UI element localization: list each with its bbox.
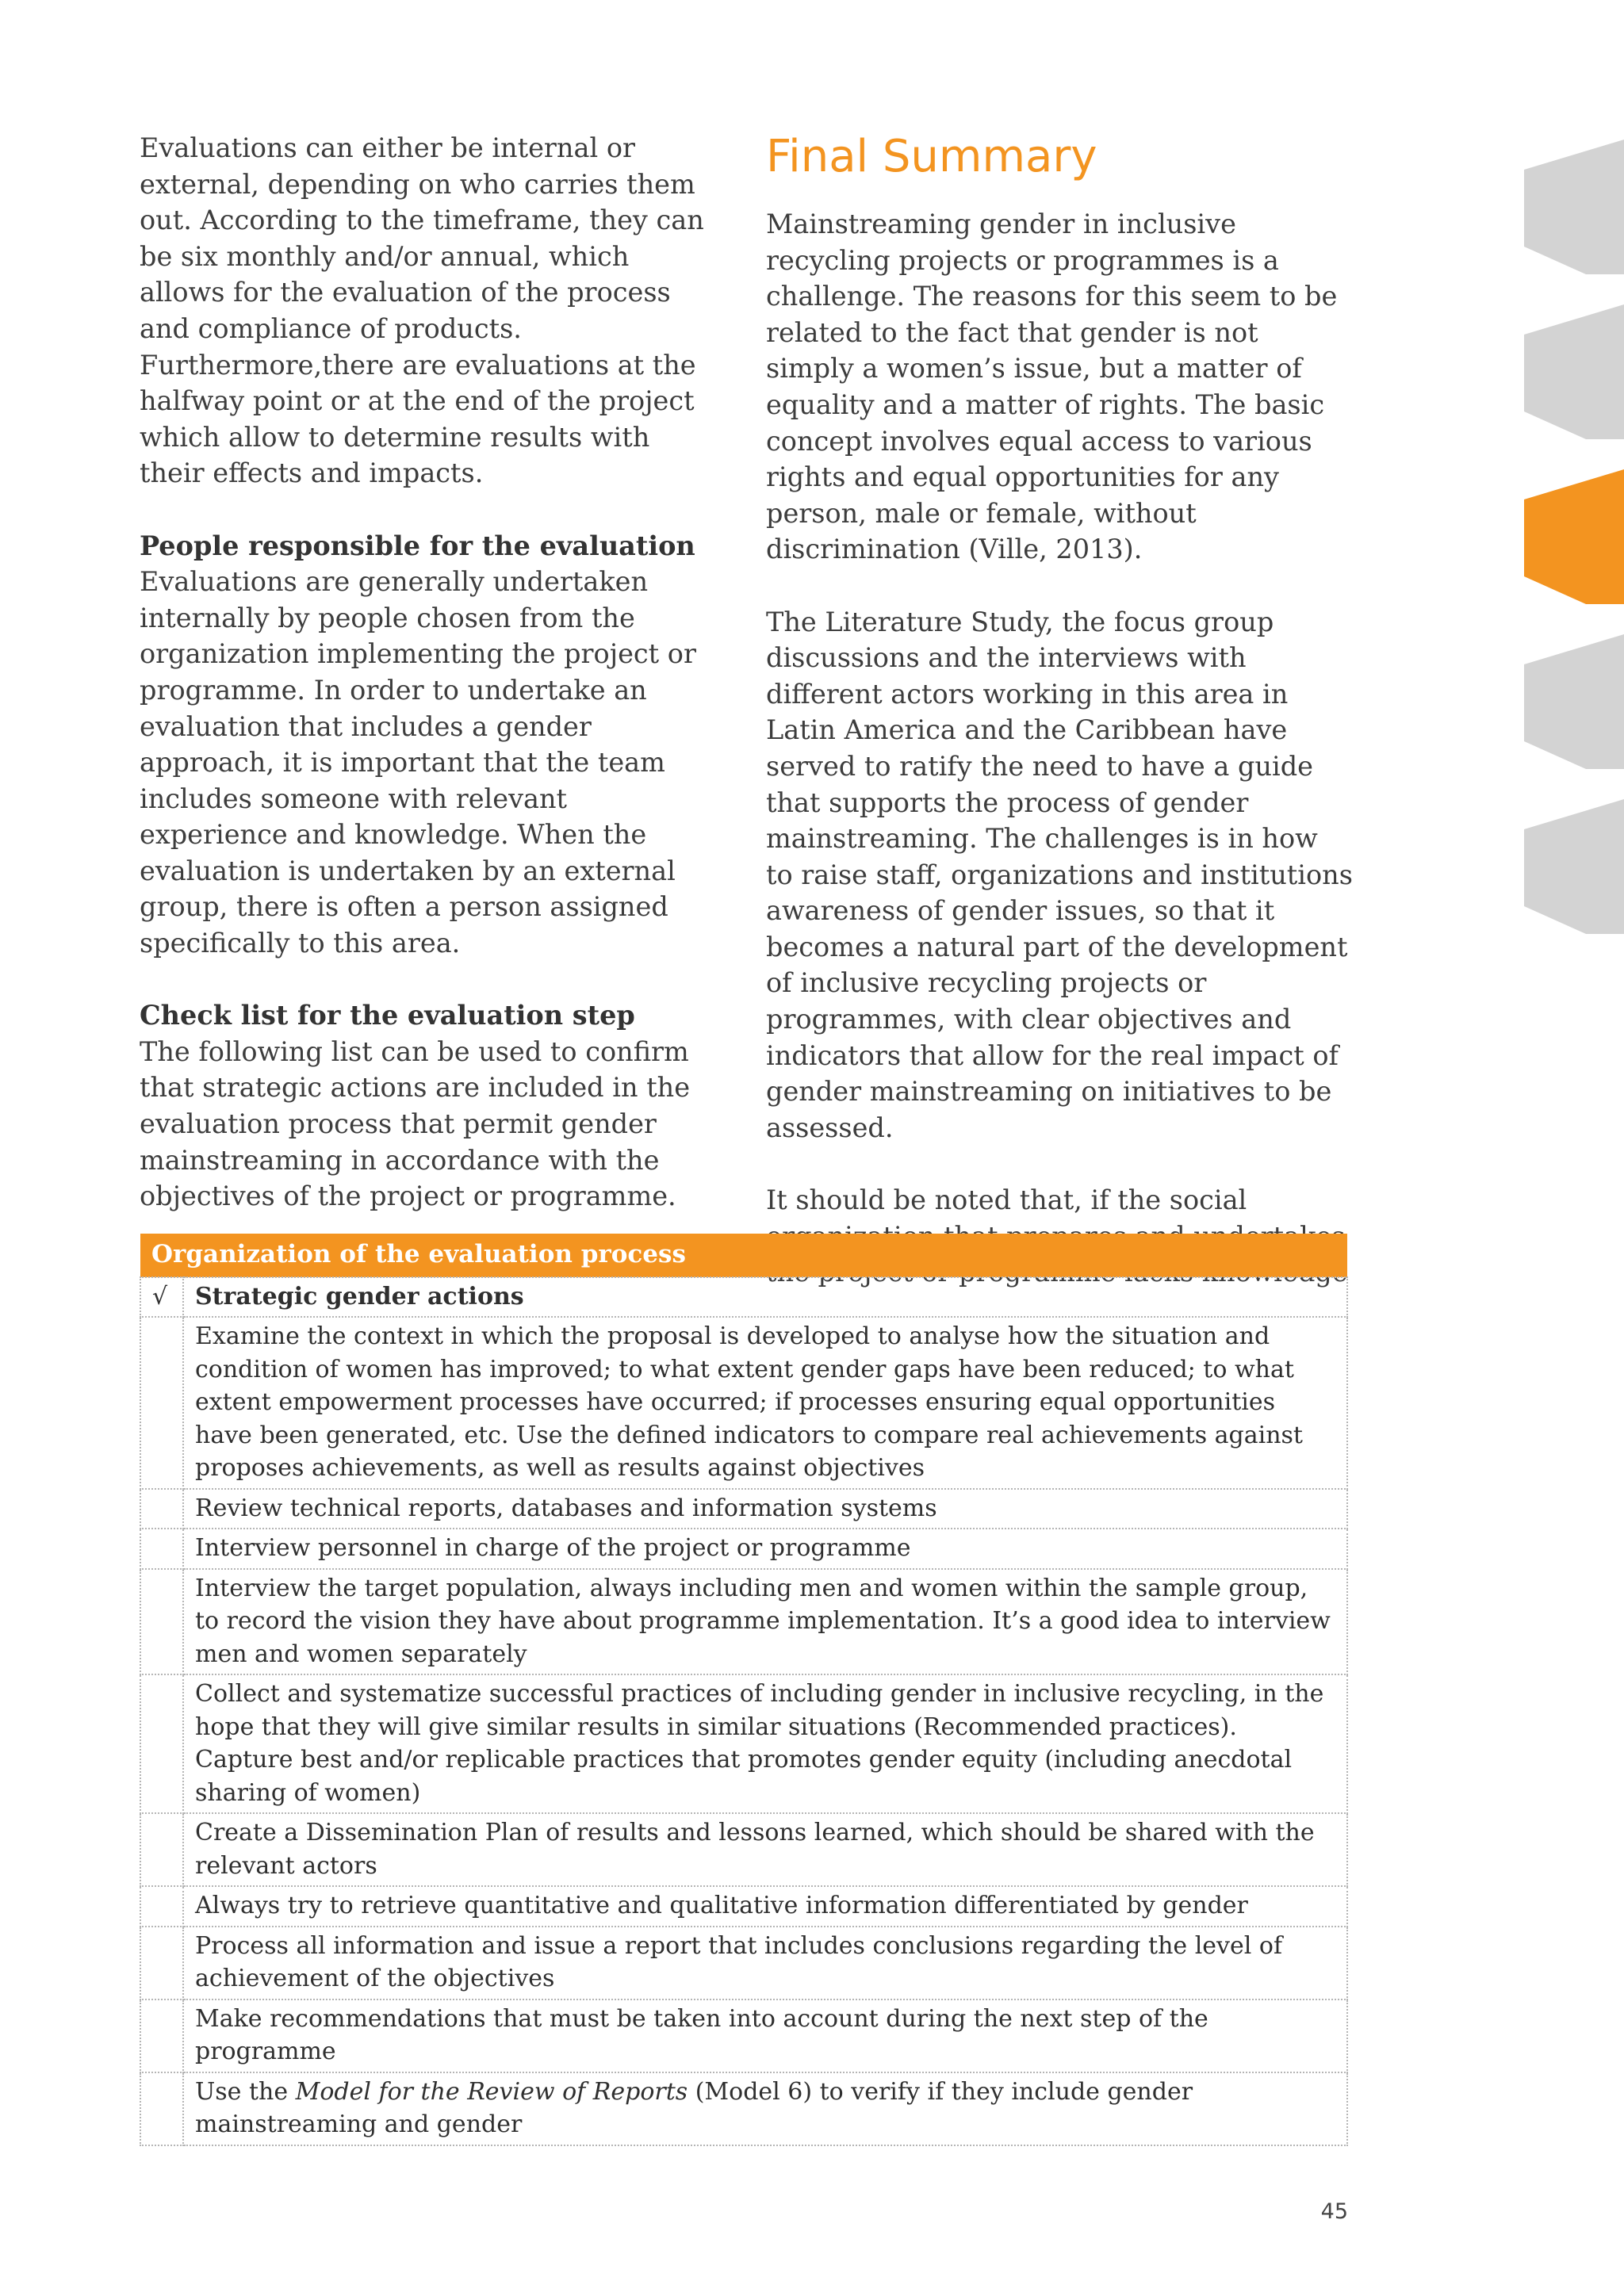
table-row [140, 1489, 1347, 1529]
left-column [140, 130, 718, 1215]
check-cell[interactable] [140, 1674, 183, 1813]
check-cell[interactable] [140, 1927, 183, 1999]
last-row-prefix: Use the [195, 2077, 296, 2106]
summary-paragraph-3: It should be noted that, if the social [766, 1184, 1247, 1216]
side-tab-2[interactable] [1524, 304, 1624, 439]
table-cell: Interview the target population, always including men and women within the sample group, to record the vision they have about programme implementation. It’s a good idea to interview men and women separately [183, 1569, 1347, 1675]
table-cell: Make recommendations that must be taken into account during the next step of the programme [183, 1999, 1347, 2072]
right-column [766, 130, 1353, 1291]
summary-paragraph-2: The Literature Study, the focus group discussions and the interviews with different actors working in this area in Latin America and the Caribbean have served to ratify the need to have a guide that supports the process of gender mainstreaming. The challenges is in how to raise staff, organizations and institutions awareness of gender issues, so that it becomes a natural part of the development of inclusive recycling projects or programmes, with clear objectives and indicators that allow for the real impact of gender mainstreaming on initiatives to be assessed. [766, 606, 1353, 1143]
check-cell[interactable] [140, 1813, 183, 1886]
table-cell: Create a Dissemination Plan of results and lessons learned, which should be shared with the relevant actors [183, 1813, 1347, 1886]
side-tab-2-shape [1524, 304, 1624, 439]
model-title: Model for the Review of Reports [295, 2077, 688, 2106]
side-tab-5[interactable] [1524, 799, 1624, 934]
section-title: Final Summary [766, 131, 1097, 182]
check-cell[interactable] [140, 1489, 183, 1529]
checklist-heading: Check list for the evaluation step [140, 1000, 635, 1031]
check-cell[interactable] [140, 1886, 183, 1927]
page-number: 45 [1320, 2199, 1348, 2224]
side-tab-5-shape [1524, 799, 1624, 934]
table-row [140, 1529, 1347, 1569]
side-tab-1[interactable] [1524, 140, 1624, 274]
table-row [140, 1674, 1347, 1813]
side-tab-1-shape [1524, 140, 1624, 274]
table-cell: Process all information and issue a report that includes conclusions regarding the level of achievement of the objectives [183, 1927, 1347, 1999]
responsible-heading: People responsible for the evaluation [140, 530, 695, 561]
side-tab-4[interactable] [1524, 634, 1624, 769]
checklist-paragraph: The following list can be used to confirm that strategic actions are included in the evaluation process that permit gender mainstreaming in accordance with the objectives of the project or programme. [140, 1035, 691, 1212]
table-cell: Examine the context in which the proposal is developed to analyse how the situation and condition of women has improved; to what extent gender gaps have been reduced; to what extent empowerment processes have occurred; if processes ensuring equal opportunities have been generated, etc. Use the defined indicators to compare real achievements against proposes achievements, as well as results against objectives [183, 1317, 1347, 1489]
last-row-suffix: (Model 6) to verify if they include gender mainstreaming and gender [195, 2077, 1193, 2138]
check-cell[interactable] [140, 1999, 183, 2072]
table-cell: Interview personnel in charge of the project or programme [183, 1529, 1347, 1569]
table-subheader: Strategic gender actions [183, 1277, 1347, 1318]
responsible-paragraph: Evaluations are generally undertaken internally by people chosen from the organization implementing the project or programme. In order to undertake an evaluation that includes a gender approach, it is important that the team includes someone with relevant experience and knowledge. When the evaluation is undertaken by an external group, there is often a person assigned specifically to this area. [140, 566, 696, 959]
table-row [140, 1569, 1347, 1675]
table-row [140, 1317, 1347, 1489]
side-tab-4-shape [1524, 634, 1624, 769]
side-tab-3-shape [1524, 469, 1624, 604]
table-row [140, 1886, 1347, 1927]
table-row [140, 1999, 1347, 2072]
evaluation-checklist-table [140, 1234, 1348, 2146]
table-cell: Always try to retrieve quantitative and qualitative information differentiated by gender [183, 1886, 1347, 1927]
summary-paragraph-1: Mainstreaming gender in inclusive recycling projects or programmes is a challenge. The reasons for this seem to be related to the fact that gender is not simply a women’s issue, but a matter of equality and a matter of rights. The basic concept involves equal access to various rights and equal opportunities for any person, male or female, without discrimination (Ville, 2013). [766, 209, 1338, 565]
table-row [140, 2072, 1347, 2145]
table-subheader-row [140, 1277, 1347, 1318]
check-cell[interactable] [140, 2072, 183, 2145]
check-cell[interactable] [140, 1569, 183, 1675]
table-header-row [140, 1234, 1347, 1277]
table-cell-last [183, 2072, 1347, 2145]
table-row [140, 1813, 1347, 1886]
check-mark: √ [140, 1277, 183, 1318]
table-row [140, 1927, 1347, 1999]
table-header: Organization of the evaluation process [140, 1234, 1347, 1277]
table-cell: Collect and systematize successful practices of including gender in inclusive recycling, in the hope that they will give similar results in similar situations (Recommended practices). Capture best and/or replicable practices that promotes gender equity (including anecdotal sharing of women) [183, 1674, 1347, 1813]
table-cell: Review technical reports, databases and information systems [183, 1489, 1347, 1529]
intro-paragraph: Evaluations can either be internal or external, depending on who carries them out. According to the timeframe, they can be six monthly and/or annual, which allows for the evaluation of the process and compliance of products. Furthermore,there are evaluations at the halfway point or at the end of the project which allow to determine results with their effects and impacts. [140, 132, 704, 489]
check-cell[interactable] [140, 1529, 183, 1569]
check-cell[interactable] [140, 1317, 183, 1489]
side-tab-3-active[interactable] [1524, 469, 1624, 604]
